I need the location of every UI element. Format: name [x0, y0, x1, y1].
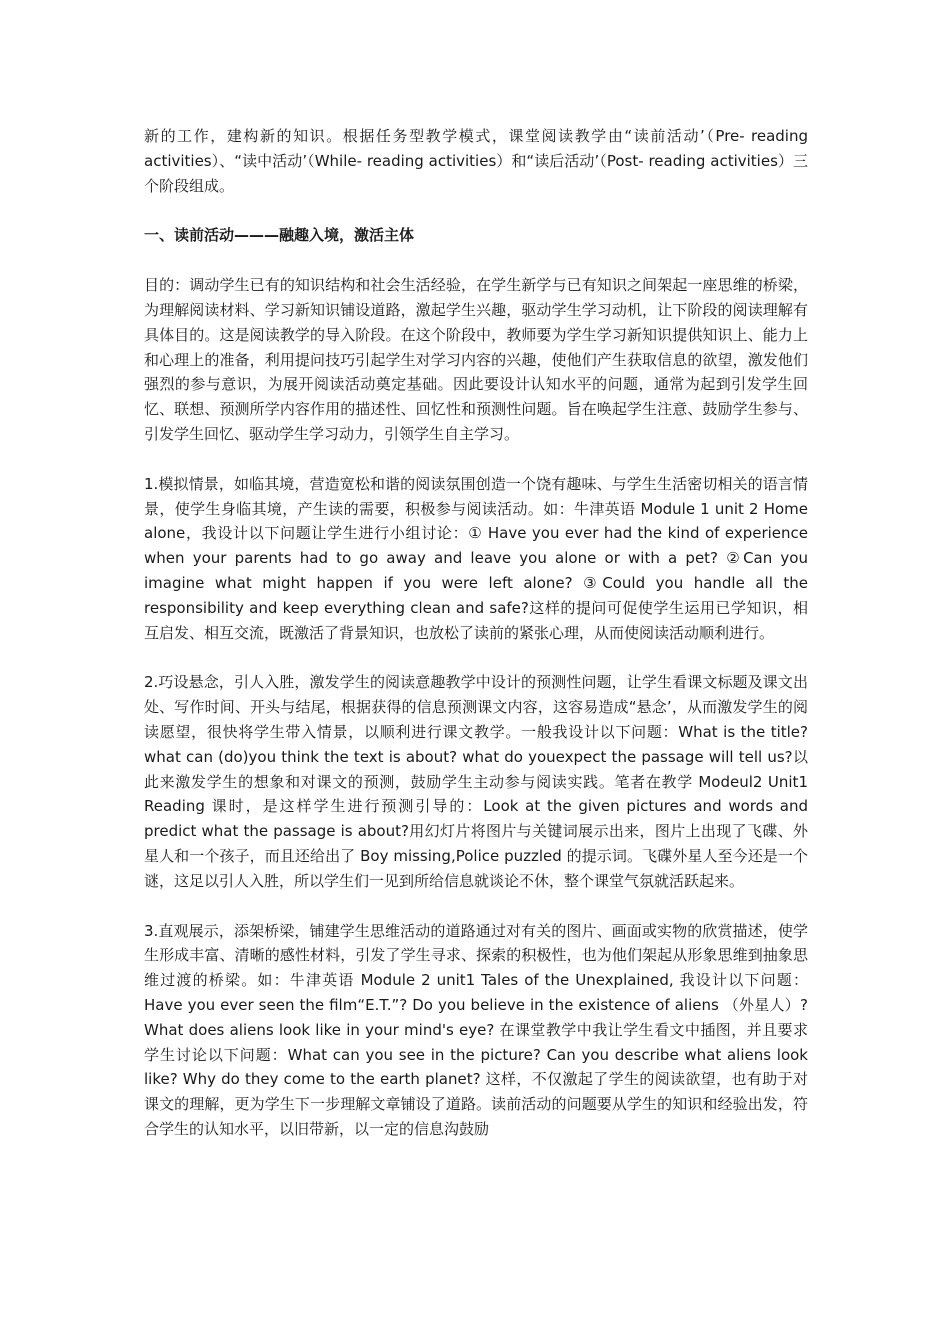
document-page [144, 124, 808, 1167]
purpose-paragraph: 目的：调动学生已有的知识结构和社会生活经验，在学生新学与已有知识之间架起一座思维的桥梁，为理解阅读材料、学习新知识铺设道路，激起学生兴趣，驱动学生学习动机，让下阶段的阅读理解有具体目的。这是阅读教学的导入阶段。在这个阶段中，教师要为学生学习新知识提供知识上、能力上和心理上的准备，利用提问技巧引起学生对学习内容的兴趣，使他们产生获取信息的欲望，激发他们强烈的参与意识，为展开阅读活动奠定基础。因此要设计认知水平的问题，通常为起到引发学生回忆、联想、预测所学内容作用的描述性、回忆性和预测性问题。旨在唤起学生注意、鼓励学生参与、引发学生回忆、驱动学生学习动力，引领学生自主学习。 [144, 276, 808, 443]
intro-paragraph: 新的工作，建构新的知识。根据任务型教学模式，课堂阅读教学由“读前活动’（Pre- reading activities）、“读中活动’（While- reading activities）和“读后活动’（Post- reading activities）三个阶段组成。 [144, 127, 808, 195]
point-2-paragraph: 2.巧设悬念，引人入胜，激发学生的阅读意趣教学中设计的预测性问题，让学生看课文标题及课文出处、写作时间、开头与结尾，根据获得的信息预测课文内容，这容易造成“悬念’，从而激发学生的阅读愿望，很快将学生带入情景，以顺利进行课文教学。一般我设计以下问题：What is the title? what can (do)you think the text is about? what do youexpect the passage will tell us?以此来激发学生的想象和对课文的预测，鼓励学生主动参与阅读实践。笔者在教学 Modeul2 Unit1 Reading 课时，是这样学生进行预测引导的：Look at the given pictures and words and predict what the passage is about?用幻灯片将图片与关键词展示出来，图片上出现了飞碟、外星人和一个孩子，而且还给出了 Boy missing,Police puzzled 的提示词。飞碟外星人至今还是一个谜，这足以引人入胜，所以学生们一见到所给信息就谈论不休，整个课堂气氛就活跃起来。 [144, 673, 808, 890]
section-heading: 一、读前活动———融趣入境，激活主体 [144, 226, 415, 245]
point-1-paragraph: 1.模拟情景，如临其境，营造宽松和谐的阅读氛围创造一个饶有趣味、与学生生活密切相关的语言情景，使学生身临其境，产生读的需要，积极参与阅读活动。如：牛津英语 Module 1 unit 2 Home alone，我设计以下问题让学生进行小组讨论：① Have you ever had the kind of experience when your parents had to go away and leave you alone or with a pet? ②Can you imagine what might happen if you were left alone? ③Could you handle all the responsibility and keep everything clean and safe?这样的提问可促使学生运用已学知识，相互启发、相互交流，既激活了背景知识，也放松了读前的紧张心理，从而使阅读活动顺利进行。 [144, 474, 808, 642]
point-3-paragraph: 3.直观展示，添架桥梁，铺建学生思维活动的道路通过对有关的图片、画面或实物的欣赏描述，使学生形成丰富、清晰的感性材料，引发了学生寻求、探索的积极性，也为他们架起从形象思维到抽象思维过渡的桥梁。如：牛津英语 Module 2 unit1 Tales of the Unexplained, 我设计以下问题：Have you ever seen the film“E.T.”? Do you believe in the existence of aliens （外星人）? What does aliens look like in your mind's eye? 在课堂教学中我让学生看文中插图，并且要求学生讨论以下问题：What can you see in the picture? Can you describe what aliens look like? Why do they come to the earth planet? 这样，不仅激起了学生的阅读欲望，也有助于对课文的理解，更为学生下一步理解文章铺设了道路。读前活动的问题要从学生的知识和经验出发，符合学生的认知水平，以旧带新，以一定的信息沟鼓励 [144, 921, 808, 1138]
